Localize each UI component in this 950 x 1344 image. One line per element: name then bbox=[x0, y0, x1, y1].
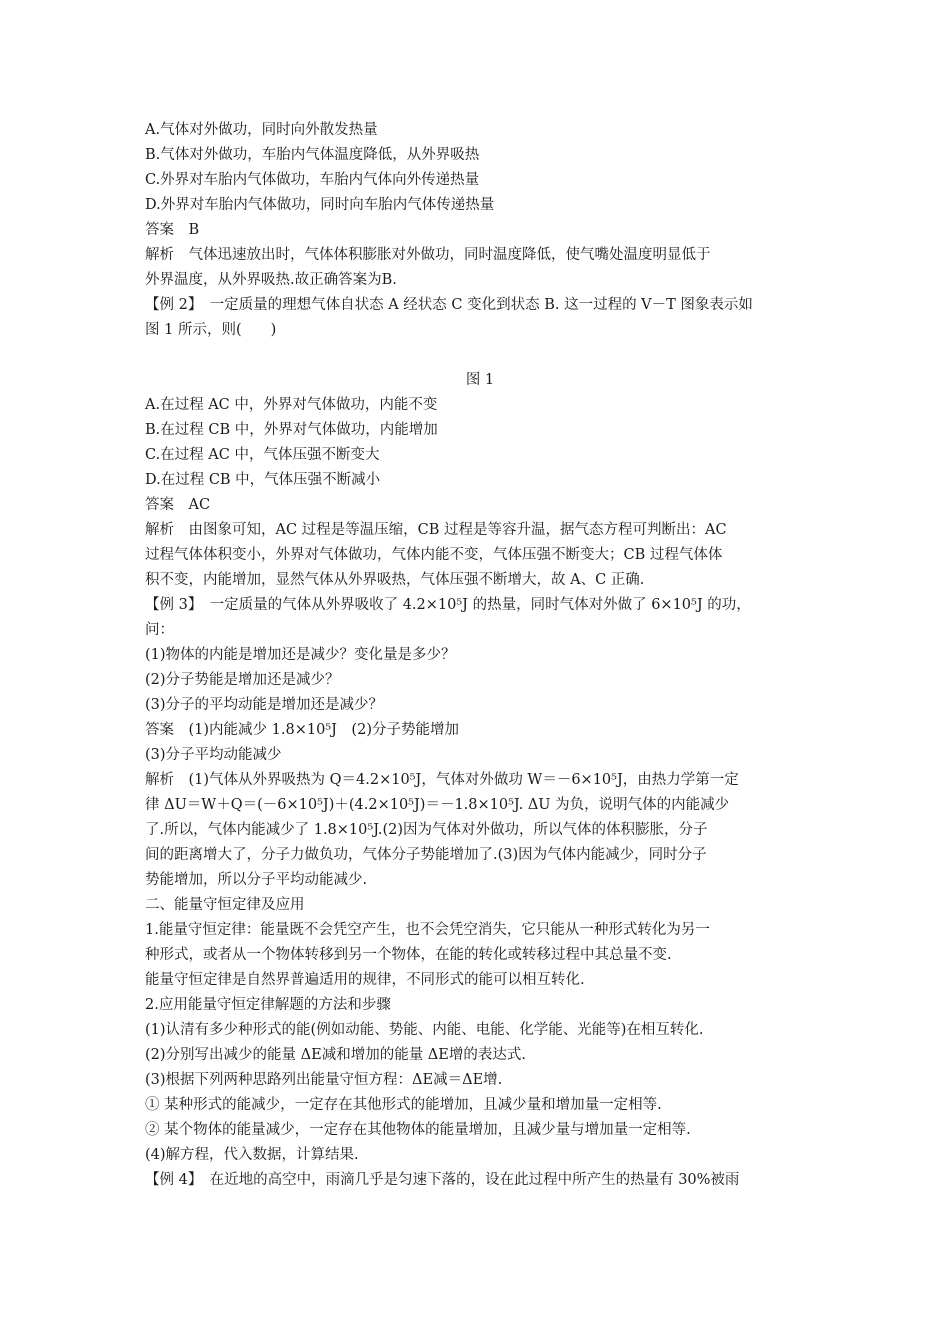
option-a: A.气体对外做功，同时向外散发热量 bbox=[145, 122, 378, 138]
question-3: (3)分子的平均动能是增加还是减少？ bbox=[145, 697, 384, 713]
analysis-line: 积不变，内能增加，显然气体从外界吸热，气体压强不断增大，故 A、C 正确. bbox=[145, 572, 645, 588]
step-1: (1)认清有多少种形式的能(例如动能、势能、内能、电能、化学能、光能等)在相互转化. bbox=[145, 1022, 704, 1038]
section-heading: 二、能量守恒定律及应用 bbox=[145, 897, 305, 913]
option-c: C.外界对车胎内气体做功，车胎内气体向外传递热量 bbox=[145, 172, 480, 188]
document-page bbox=[145, 118, 815, 1193]
analysis-line: 解析 气体迅速放出时，气体体积膨胀对外做功，同时温度降低，使气嘴处温度明显低于 bbox=[145, 247, 711, 263]
option-c: C.在过程 AC 中，气体压强不断变大 bbox=[145, 447, 380, 463]
answer: 答案 AC bbox=[145, 497, 211, 513]
example-2-heading: 【例 2】 一定质量的理想气体自状态 A 经状态 C 变化到状态 B. 这一过程的 V－T 图象表示如 bbox=[145, 297, 753, 313]
answer: 答案 B bbox=[145, 222, 200, 238]
example-4-heading: 【例 4】 在近地的高空中，雨滴几乎是匀速下落的，设在此过程中所产生的热量有 30%被雨 bbox=[145, 1172, 740, 1188]
answer-cont: (3)分子平均动能减少 bbox=[145, 747, 282, 763]
step-2: (2)分别写出减少的能量 ΔE减和增加的能量 ΔE增的表达式. bbox=[145, 1047, 526, 1063]
option-a: A.在过程 AC 中，外界对气体做功，内能不变 bbox=[145, 397, 438, 413]
analysis-line: 解析 由图象可知，AC 过程是等温压缩，CB 过程是等容升温，据气态方程可判断出：AC bbox=[145, 522, 727, 538]
answer: 答案 (1)内能减少 1.8×10⁵J (2)分子势能增加 bbox=[145, 722, 459, 738]
paragraph-line: 1.能量守恒定律：能量既不会凭空产生，也不会凭空消失，它只能从一种形式转化为另一 bbox=[145, 922, 710, 938]
step-3-idea-2: ② 某个物体的能量减少，一定存在其他物体的能量增加，且减少量与增加量一定相等. bbox=[145, 1122, 691, 1138]
option-d: D.在过程 CB 中，气体压强不断减小 bbox=[145, 472, 381, 488]
analysis-line: 了.所以，气体内能减少了 1.8×10⁵J.(2)因为气体对外做功，所以气体的体积膨胀，分子 bbox=[145, 822, 708, 838]
analysis-line: 律 ΔU＝W＋Q＝(－6×10⁵J)＋(4.2×10⁵J)＝－1.8×10⁵J. ΔU 为负，说明气体的内能减少 bbox=[145, 797, 730, 813]
analysis-line: 解析 (1)气体从外界吸热为 Q＝4.2×10⁵J，气体对外做功 W＝－6×10⁵J，由热力学第一定 bbox=[145, 772, 739, 788]
figure-placeholder bbox=[145, 343, 815, 368]
option-b: B.气体对外做功，车胎内气体温度降低，从外界吸热 bbox=[145, 147, 480, 163]
analysis-line: 外界温度，从外界吸热.故正确答案为B. bbox=[145, 272, 397, 288]
step-3: (3)根据下列两种思路列出能量守恒方程：ΔE减＝ΔE增. bbox=[145, 1072, 503, 1088]
subheading: 2.应用能量守恒定律解题的方法和步骤 bbox=[145, 997, 391, 1013]
analysis-line: 过程气体体积变小，外界对气体做功，气体内能不变，气体压强不断变大；CB 过程气体体 bbox=[145, 547, 723, 563]
option-d: D.外界对车胎内气体做功，同时向车胎内气体传递热量 bbox=[145, 197, 495, 213]
example-3-heading: 【例 3】 一定质量的气体从外界吸收了 4.2×10⁵J 的热量，同时气体对外做了 6×10⁵J 的功， bbox=[145, 597, 751, 613]
example-2-line: 图 1 所示，则( ) bbox=[145, 322, 277, 338]
analysis-line: 势能增加，所以分子平均动能减少. bbox=[145, 872, 368, 888]
paragraph-line: 种形式，或者从一个物体转移到另一个物体，在能的转化或转移过程中其总量不变. bbox=[145, 947, 672, 963]
question-1: (1)物体的内能是增加还是减少？变化量是多少？ bbox=[145, 647, 456, 663]
analysis-line: 间的距离增大了，分子力做负功，气体分子势能增加了.(3)因为气体内能减少，同时分子 bbox=[145, 847, 707, 863]
paragraph-line: 能量守恒定律是自然界普遍适用的规律，不同形式的能可以相互转化. bbox=[145, 972, 585, 988]
step-3-idea-1: ① 某种形式的能减少，一定存在其他形式的能增加，且减少量和增加量一定相等. bbox=[145, 1097, 662, 1113]
step-4: (4)解方程，代入数据，计算结果. bbox=[145, 1147, 359, 1163]
option-b: B.在过程 CB 中，外界对气体做功，内能增加 bbox=[145, 422, 438, 438]
figure-caption: 图 1 bbox=[465, 372, 495, 388]
question-2: (2)分子势能是增加还是减少？ bbox=[145, 672, 340, 688]
example-3-line: 问： bbox=[145, 622, 174, 638]
